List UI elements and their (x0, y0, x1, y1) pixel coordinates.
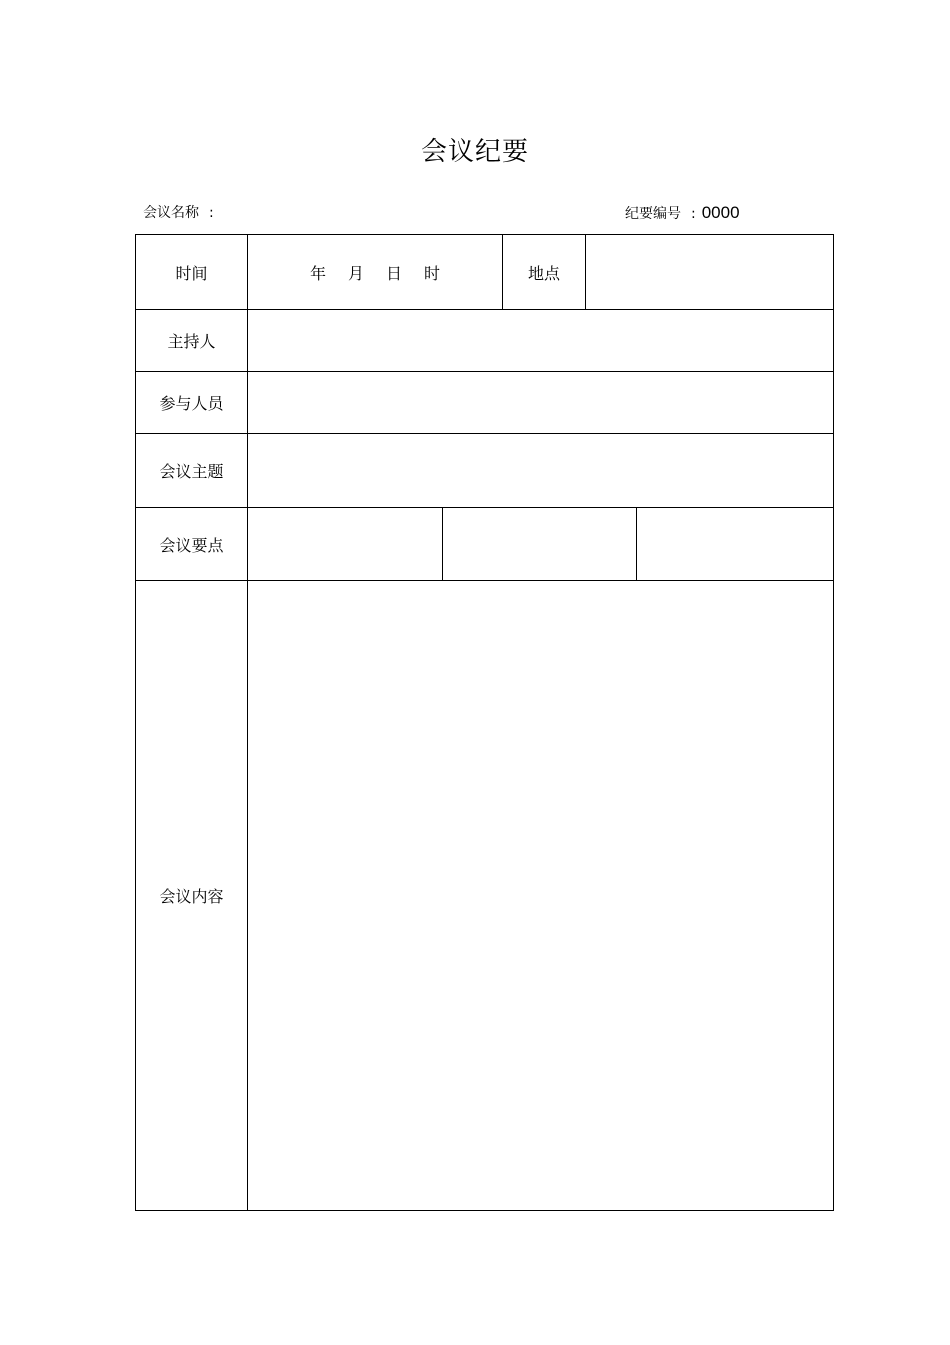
topic-label: 会议主题 (136, 434, 248, 508)
time-value-cell[interactable] (248, 235, 503, 310)
participants-label: 参与人员 (136, 372, 248, 434)
minutes-number-colon: : (691, 206, 696, 222)
meeting-name-colon: : (209, 205, 214, 221)
host-value-cell[interactable] (248, 310, 834, 372)
minutes-number-value[interactable]: 0000 (701, 203, 740, 222)
participants-value-cell[interactable] (248, 372, 834, 434)
topic-value-cell[interactable] (248, 434, 834, 508)
date-parts (299, 264, 451, 283)
host-row (136, 310, 834, 372)
key-point-cell-1[interactable] (248, 508, 443, 581)
key-point-cell-3[interactable] (637, 508, 834, 581)
page-title: 会议纪要 (420, 137, 529, 167)
content-label: 会议内容 (136, 581, 248, 1211)
host-label: 主持人 (136, 310, 248, 372)
meeting-name-line (143, 203, 214, 223)
minutes-number-label: 纪要编号 (625, 206, 681, 222)
month-label: 月 (347, 263, 364, 283)
participants-row (136, 372, 834, 434)
content-value-cell[interactable] (248, 581, 834, 1211)
year-label: 年 (309, 263, 326, 283)
content-row (136, 581, 834, 1211)
key-point-cell-2[interactable] (443, 508, 637, 581)
minutes-number-line (625, 202, 740, 225)
meeting-name-label: 会议名称 (143, 205, 199, 221)
minutes-form-table (135, 234, 834, 1211)
location-value-cell[interactable] (586, 235, 834, 310)
time-label: 时间 (136, 235, 248, 310)
hour-label: 时 (424, 263, 441, 283)
day-label: 日 (386, 263, 403, 283)
topic-row (136, 434, 834, 508)
location-label: 地点 (503, 235, 586, 310)
key-points-row (136, 508, 834, 581)
time-row (136, 235, 834, 310)
key-points-label: 会议要点 (136, 508, 248, 581)
